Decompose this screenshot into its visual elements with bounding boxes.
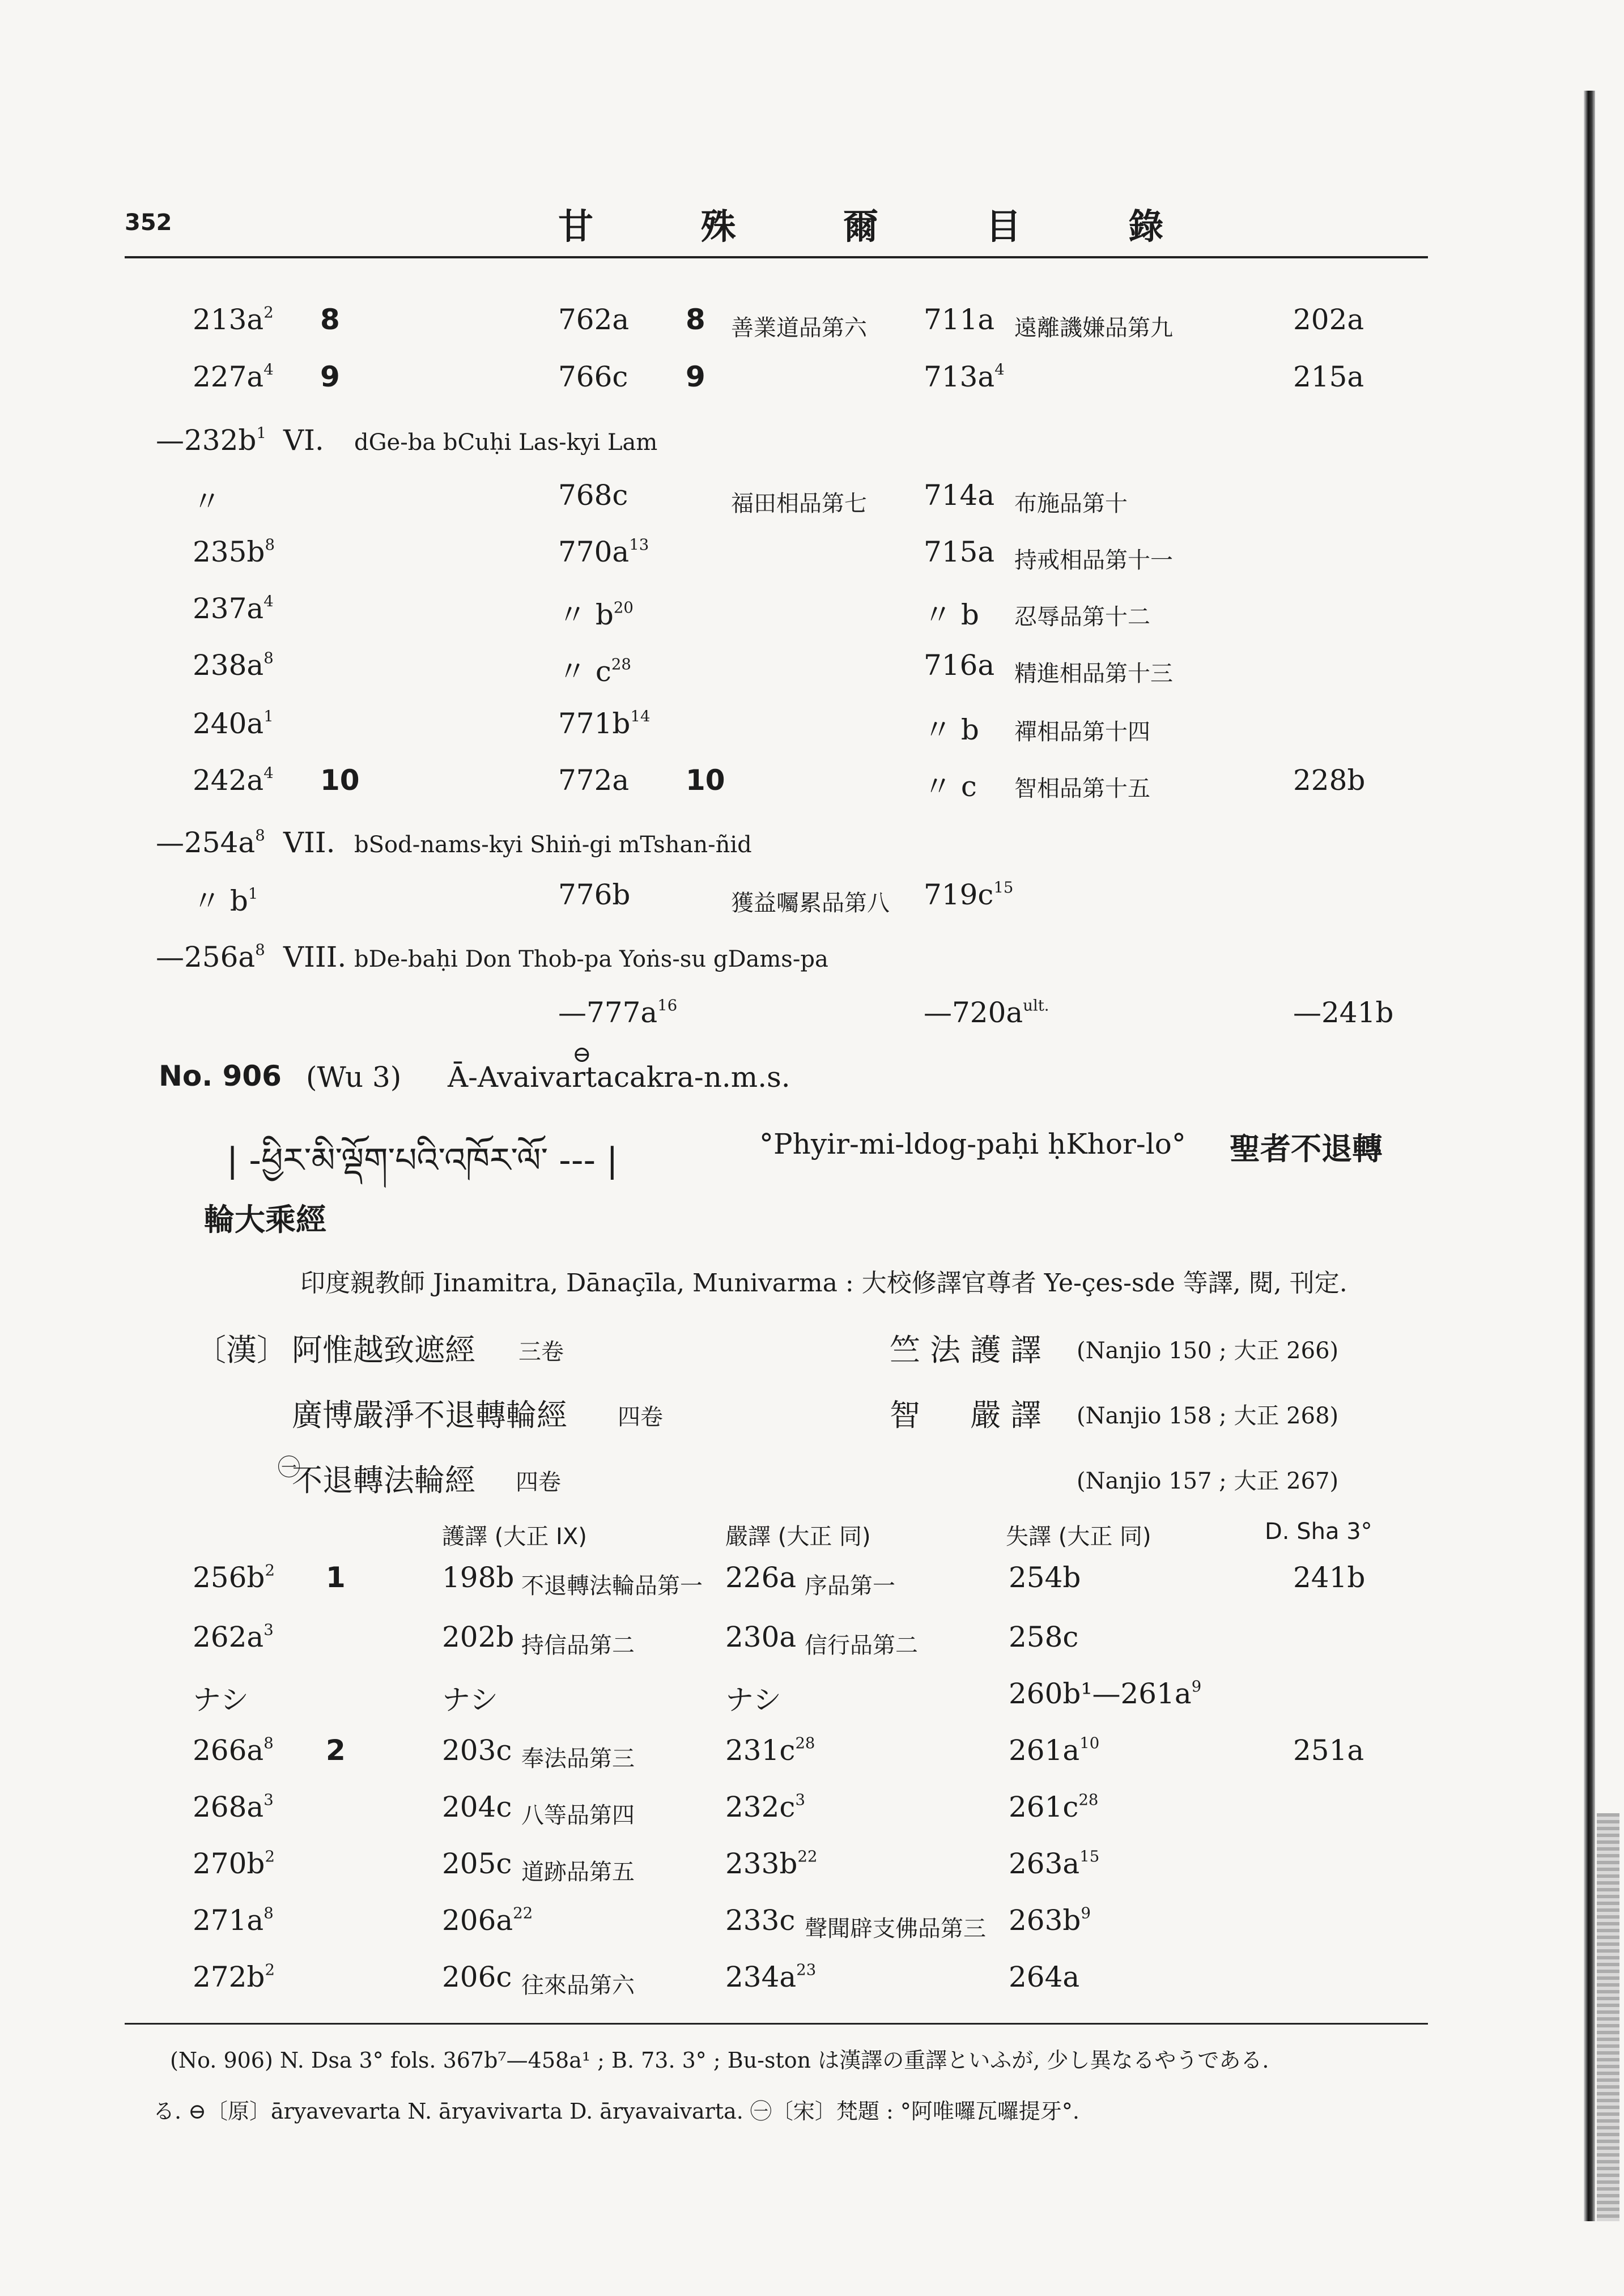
han-translator: 智 嚴 譯 [890,1397,1041,1433]
cell-col5-chapter: 福田相品第七 [731,491,867,517]
cell-col2: 10 [320,764,360,797]
cell-col3: 776b [558,878,631,911]
cell-col3: $771b^{14}$ [558,707,651,740]
cell-col1: 〃 [193,485,221,518]
han-label: 〔漢〕 [195,1332,287,1368]
cell-col6: 〃 b [924,713,979,746]
cell-col4: $232c^3$ [725,1791,805,1823]
book-edge-texture [1597,1813,1619,2221]
cell-col5: $263a^{15}$ [1009,1847,1100,1880]
cell-col3-chapter: 不退轉法輪品第一 [521,1573,703,1599]
page-number: 352 [125,210,172,236]
cell-col3-chapter: 持信品第二 [521,1632,635,1659]
row-locator: $—232b^1$ [156,424,266,457]
cell-col3: $206a^{22}$ [442,1904,533,1937]
cell-col3: 766c [558,360,628,393]
cell-col4: 9 [686,360,705,393]
book-spine-shadow [1584,91,1595,2221]
cell-col1: $272b^2$ [193,1961,275,1993]
cell-col7-chapter: 忍辱品第十二 [1014,604,1150,630]
cell-col5: 258c [1009,1621,1079,1653]
section-title: bSod-nams-kyi Shiṅ-gi mTshan-ñid [354,832,752,858]
cell-col7-chapter: 遠離譏嫌品第九 [1014,315,1173,341]
cell-col6: 711a [924,303,995,336]
cell-col2: 9 [320,360,340,393]
cell-col4: $231c^{28}$ [725,1734,815,1767]
cell-col1: $227a^4$ [193,360,274,393]
tibetan-script: | -ཕྱིར་མི་ལྡོག་པའི་འཁོར་ལོ་ --- | [227,1141,618,1180]
cell-col6: 716a [924,649,995,682]
section-numeral: VI. [283,424,324,457]
cell-col5: $260b^1—261a^9$ [1009,1677,1202,1710]
cell-col4-chapter: 聲聞辟支佛品第三 [805,1916,986,1942]
cell-col4: 10 [686,764,725,797]
cell-col3: 762a [558,303,630,336]
table-header: 嚴譯 (大正 同) [725,1524,871,1550]
cell-col6: $713a^4$ [924,360,1005,393]
cell-col3: 202b [442,1621,515,1653]
row-locator: $—256a^8$ [156,941,265,973]
cell-col4: 226a [725,1561,797,1594]
cell-col1: $270b^2$ [193,1847,275,1880]
cell-col5: $261c^{28}$ [1009,1791,1099,1823]
cell-col3: $—777a^{16}$ [558,996,678,1029]
cell-col6: 715a [924,535,995,568]
cell-col1: 〃 $b^1$ [193,885,258,917]
cell-col6: 251a [1293,1734,1364,1767]
cell-col5: $263b^9$ [1009,1904,1091,1937]
cell-col3: 〃 $c^{28}$ [558,655,631,688]
cell-col8: 215a [1293,360,1364,393]
footnote-line-1: (No. 906) N. Dsa 3° fols. 367b⁷—458a¹ ; B. 73. 3° ; Bu-ston は漢譯の重譯といふが, 少し異なるやうである. [170,2048,1269,2073]
cell-col1: $256b^2$ [193,1561,275,1594]
footnote-rule [125,2023,1428,2025]
han-volumes: 四卷 [516,1469,561,1495]
cell-col3-chapter: 八等品第四 [521,1802,635,1829]
cell-col3-chapter: 道跡品第五 [521,1859,635,1885]
footnote-line-2: る. ⊖〔原〕āryavevarta N. āryavivarta D. āryavaivarta. ㊀〔宋〕梵題 : °阿唯囉瓦囉提牙°. [153,2099,1079,2124]
cell-col8: 228b [1293,764,1366,797]
cell-col3: ナシ [442,1683,498,1716]
cell-col4: 8 [686,303,705,336]
row-locator: $—254a^8$ [156,826,265,859]
cell-col4: ナシ [725,1683,781,1716]
cell-col1: $238a^8$ [193,649,274,682]
cell-col4-chapter: 信行品第二 [805,1632,918,1659]
cell-col1: $237a^4$ [193,592,274,625]
cell-col4: 233c [725,1904,796,1937]
cell-col1: $213a^2$ [193,303,274,336]
cell-col6: $—720a^{ult.}$ [924,996,1049,1029]
chinese-title-a: 聖者不退轉 [1230,1131,1383,1167]
cell-col4: 230a [725,1621,797,1653]
cell-col1: $271a^8$ [193,1904,274,1937]
han-volumes: 四卷 [618,1404,663,1430]
han-mark: ㊀ [278,1455,300,1481]
cell-col1: $268a^3$ [193,1791,274,1823]
cell-col1: $240a^1$ [193,707,274,740]
chinese-title-b: 輪大乘經 [204,1202,326,1238]
cell-col2: 8 [320,303,340,336]
cell-col6: 241b [1293,1561,1366,1594]
cell-col8: —241b [1293,996,1394,1029]
han-title: 阿惟越致遮經 [292,1332,475,1368]
section-title: dGe-ba bCuḥi Las-kyi Lam [354,430,658,456]
cell-col5: $261a^{10}$ [1009,1734,1100,1767]
cell-col5-chapter: 獲益囑累品第八 [731,890,890,916]
han-volumes: 三卷 [518,1339,564,1365]
circle-mark: ⊖ [572,1041,592,1068]
entry-title: Ā-Avaivartacakra-n.m.s. [448,1061,790,1094]
han-reference: (Nanjio 158 ; 大正 268) [1077,1403,1339,1429]
entry-ref: (Wu 3) [306,1061,402,1094]
cell-col4: $234a^{23}$ [725,1961,817,1993]
cell-col7-chapter: 智相品第十五 [1014,776,1150,802]
cell-col6: 〃 c [924,770,977,803]
cell-col5-chapter: 善業道品第六 [731,315,867,341]
cell-col3: 772a [558,764,630,797]
section-title: bDe-baḥi Don Thob-pa Yoṅs-su gDams-pa [354,946,828,972]
table-header: 失譯 (大正 同) [1006,1524,1151,1550]
cell-col1: $266a^8$ [193,1734,274,1767]
cell-col3: 204c [442,1791,512,1823]
cell-col8: 202a [1293,303,1364,336]
cell-col3-chapter: 奉法品第三 [521,1746,635,1772]
cell-col3: 203c [442,1734,512,1767]
cell-col1: $242a^4$ [193,764,274,797]
cell-col5: 254b [1009,1561,1081,1594]
section-numeral: VIII. [283,941,347,973]
cell-col1: $235b^8$ [193,535,275,568]
cell-col5: 264a [1009,1961,1080,1993]
han-title: 廣博嚴淨不退轉輪經 [292,1397,567,1433]
cell-col3: 205c [442,1847,512,1880]
han-reference: (Nanjio 150 ; 大正 266) [1077,1338,1339,1364]
cell-col6: 714a [924,479,995,512]
han-reference: (Nanjio 157 ; 大正 267) [1077,1468,1339,1494]
cell-col4: $233b^{22}$ [725,1847,818,1880]
cell-col6: $719c^{15}$ [924,878,1014,911]
translators-line: 印度親教師 Jinamitra, Dānaçīla, Munivarma : 大校修譯官尊者 Ye-çes-sde 等譯, 閱, 刊定. [300,1269,1347,1298]
cell-col1: ナシ [193,1683,249,1716]
cell-col3: 〃 $b^{20}$ [558,598,634,631]
cell-col7-chapter: 持戒相品第十一 [1014,547,1173,573]
entry-number: No. 906 [159,1060,282,1092]
header-rule [125,256,1428,258]
cell-col4-chapter: 序品第一 [805,1573,895,1599]
table-header: D. Sha 3° [1265,1519,1372,1545]
cell-col3-chapter: 往來品第六 [521,1972,635,1999]
cell-col7-chapter: 布施品第十 [1014,491,1128,517]
han-translator: 竺 法 護 譯 [890,1332,1041,1368]
cell-col7-chapter: 禪相品第十四 [1014,719,1150,745]
han-title: 不退轉法輪經 [292,1462,475,1498]
cell-col6: 〃 b [924,598,979,631]
cell-col7-chapter: 精進相品第十三 [1014,661,1173,687]
tibetan-transliteration: °Phyir-mi-ldog-paḥi ḥKhor-lo° [759,1128,1186,1160]
cell-col2: 2 [326,1734,346,1767]
cell-col2: 1 [326,1561,346,1594]
cell-col3: 198b [442,1561,515,1594]
cell-col3: 768c [558,479,628,512]
table-header: 護譯 (大正 IX) [442,1524,587,1550]
page-title: 甘 殊 爾 目 錄 [558,206,1211,247]
section-numeral: VII. [283,826,335,859]
cell-col3: 206c [442,1961,512,1993]
cell-col3: $770a^{13}$ [558,535,649,568]
cell-col1: $262a^3$ [193,1621,274,1653]
